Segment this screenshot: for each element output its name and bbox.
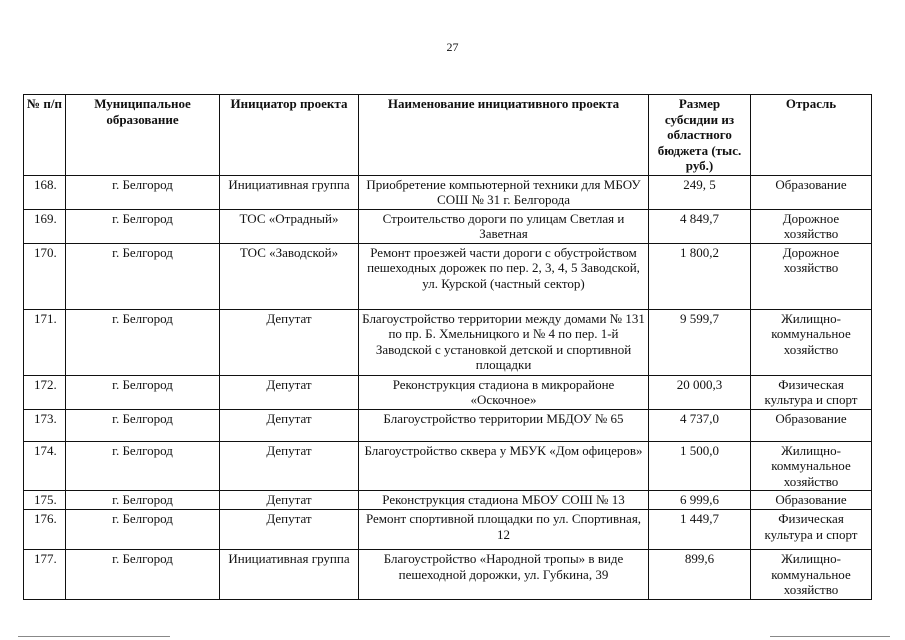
- table-row: [24, 243, 872, 309]
- table-row: [24, 510, 872, 550]
- row-initiator: Депутат: [220, 491, 359, 510]
- row-subsidy: 20 000,3: [649, 375, 751, 409]
- row-subsidy: 9 599,7: [649, 309, 751, 375]
- row-initiator: Депутат: [220, 409, 359, 441]
- row-num: 174.: [24, 441, 66, 491]
- row-subsidy: 1 800,2: [649, 243, 751, 309]
- row-municipality: г. Белгород: [66, 209, 220, 243]
- row-num: 171.: [24, 309, 66, 375]
- row-initiator: Инициативная группа: [220, 175, 359, 209]
- row-initiator: Депутат: [220, 375, 359, 409]
- row-municipality: г. Белгород: [66, 243, 220, 309]
- row-project: Ремонт проезжей части дороги с обустройством пешеходных дорожек по пер. 2, 3, 4, 5 Заводской, ул. Курской (частный сектор): [359, 243, 649, 309]
- row-sector: Образование: [751, 491, 872, 510]
- row-sector: Физическая культура и спорт: [751, 510, 872, 550]
- row-project: Благоустройство территории МБДОУ № 65: [359, 409, 649, 441]
- row-num: 169.: [24, 209, 66, 243]
- table-row: [24, 550, 872, 600]
- header-initiator: Инициатор проекта: [220, 95, 359, 176]
- row-sector: Жилищно-коммунальное хозяйство: [751, 550, 872, 600]
- header-sector: Отрасль: [751, 95, 872, 176]
- row-initiator: Инициативная группа: [220, 550, 359, 600]
- row-subsidy: 1 500,0: [649, 441, 751, 491]
- row-initiator: ТОС «Заводской»: [220, 243, 359, 309]
- row-project: Ремонт спортивной площадки по ул. Спортивная, 12: [359, 510, 649, 550]
- row-subsidy: 1 449,7: [649, 510, 751, 550]
- row-municipality: г. Белгород: [66, 510, 220, 550]
- row-subsidy: 899,6: [649, 550, 751, 600]
- row-subsidy: 6 999,6: [649, 491, 751, 510]
- table-header-row: [24, 95, 872, 176]
- row-num: 176.: [24, 510, 66, 550]
- row-municipality: г. Белгород: [66, 375, 220, 409]
- table-row: [24, 309, 872, 375]
- header-project: Наименование инициативного проекта: [359, 95, 649, 176]
- table-row: [24, 441, 872, 491]
- bottom-rule-right: [770, 636, 890, 637]
- row-num: 175.: [24, 491, 66, 510]
- row-sector: Образование: [751, 409, 872, 441]
- row-initiator: Депутат: [220, 309, 359, 375]
- page-number: 27: [446, 40, 459, 54]
- row-subsidy: 249, 5: [649, 175, 751, 209]
- table-row: [24, 175, 872, 209]
- row-project: Строительство дороги по улицам Светлая и Заветная: [359, 209, 649, 243]
- header-municipality: Муниципальное образование: [66, 95, 220, 176]
- projects-table: [23, 94, 872, 600]
- header-subsidy: Размер субсидии из областного бюджета (тыс. руб.): [649, 95, 751, 176]
- row-initiator: Депутат: [220, 510, 359, 550]
- table-row: [24, 375, 872, 409]
- row-project: Благоустройство территории между домами № 131 по пр. Б. Хмельницкого и № 4 по пер. 1-й Заводской с установкой детской и спортивной площадки: [359, 309, 649, 375]
- row-num: 170.: [24, 243, 66, 309]
- row-municipality: г. Белгород: [66, 175, 220, 209]
- row-initiator: Депутат: [220, 441, 359, 491]
- row-initiator: ТОС «Отрадный»: [220, 209, 359, 243]
- table-row: [24, 209, 872, 243]
- row-project: Реконструкция стадиона в микрорайоне «Оскочное»: [359, 375, 649, 409]
- table-row: [24, 409, 872, 441]
- row-sector: Дорожное хозяйство: [751, 209, 872, 243]
- row-sector: Физическая культура и спорт: [751, 375, 872, 409]
- row-project: Приобретение компьютерной техники для МБОУ СОШ № 31 г. Белгорода: [359, 175, 649, 209]
- row-num: 168.: [24, 175, 66, 209]
- row-sector: Дорожное хозяйство: [751, 243, 872, 309]
- header-num: № п/п: [24, 95, 66, 176]
- row-municipality: г. Белгород: [66, 491, 220, 510]
- row-project: Реконструкция стадиона МБОУ СОШ № 13: [359, 491, 649, 510]
- row-num: 172.: [24, 375, 66, 409]
- row-num: 177.: [24, 550, 66, 600]
- row-sector: Жилищно-коммунальное хозяйство: [751, 441, 872, 491]
- row-municipality: г. Белгород: [66, 550, 220, 600]
- row-subsidy: 4 849,7: [649, 209, 751, 243]
- row-project: Благоустройство сквера у МБУК «Дом офицеров»: [359, 441, 649, 491]
- row-municipality: г. Белгород: [66, 409, 220, 441]
- row-sector: Жилищно-коммунальное хозяйство: [751, 309, 872, 375]
- row-sector: Образование: [751, 175, 872, 209]
- table-row: [24, 491, 872, 510]
- row-municipality: г. Белгород: [66, 441, 220, 491]
- row-municipality: г. Белгород: [66, 309, 220, 375]
- row-num: 173.: [24, 409, 66, 441]
- bottom-rule-left: [18, 636, 170, 637]
- row-project: Благоустройство «Народной тропы» в виде пешеходной дорожки, ул. Губкина, 39: [359, 550, 649, 600]
- row-subsidy: 4 737,0: [649, 409, 751, 441]
